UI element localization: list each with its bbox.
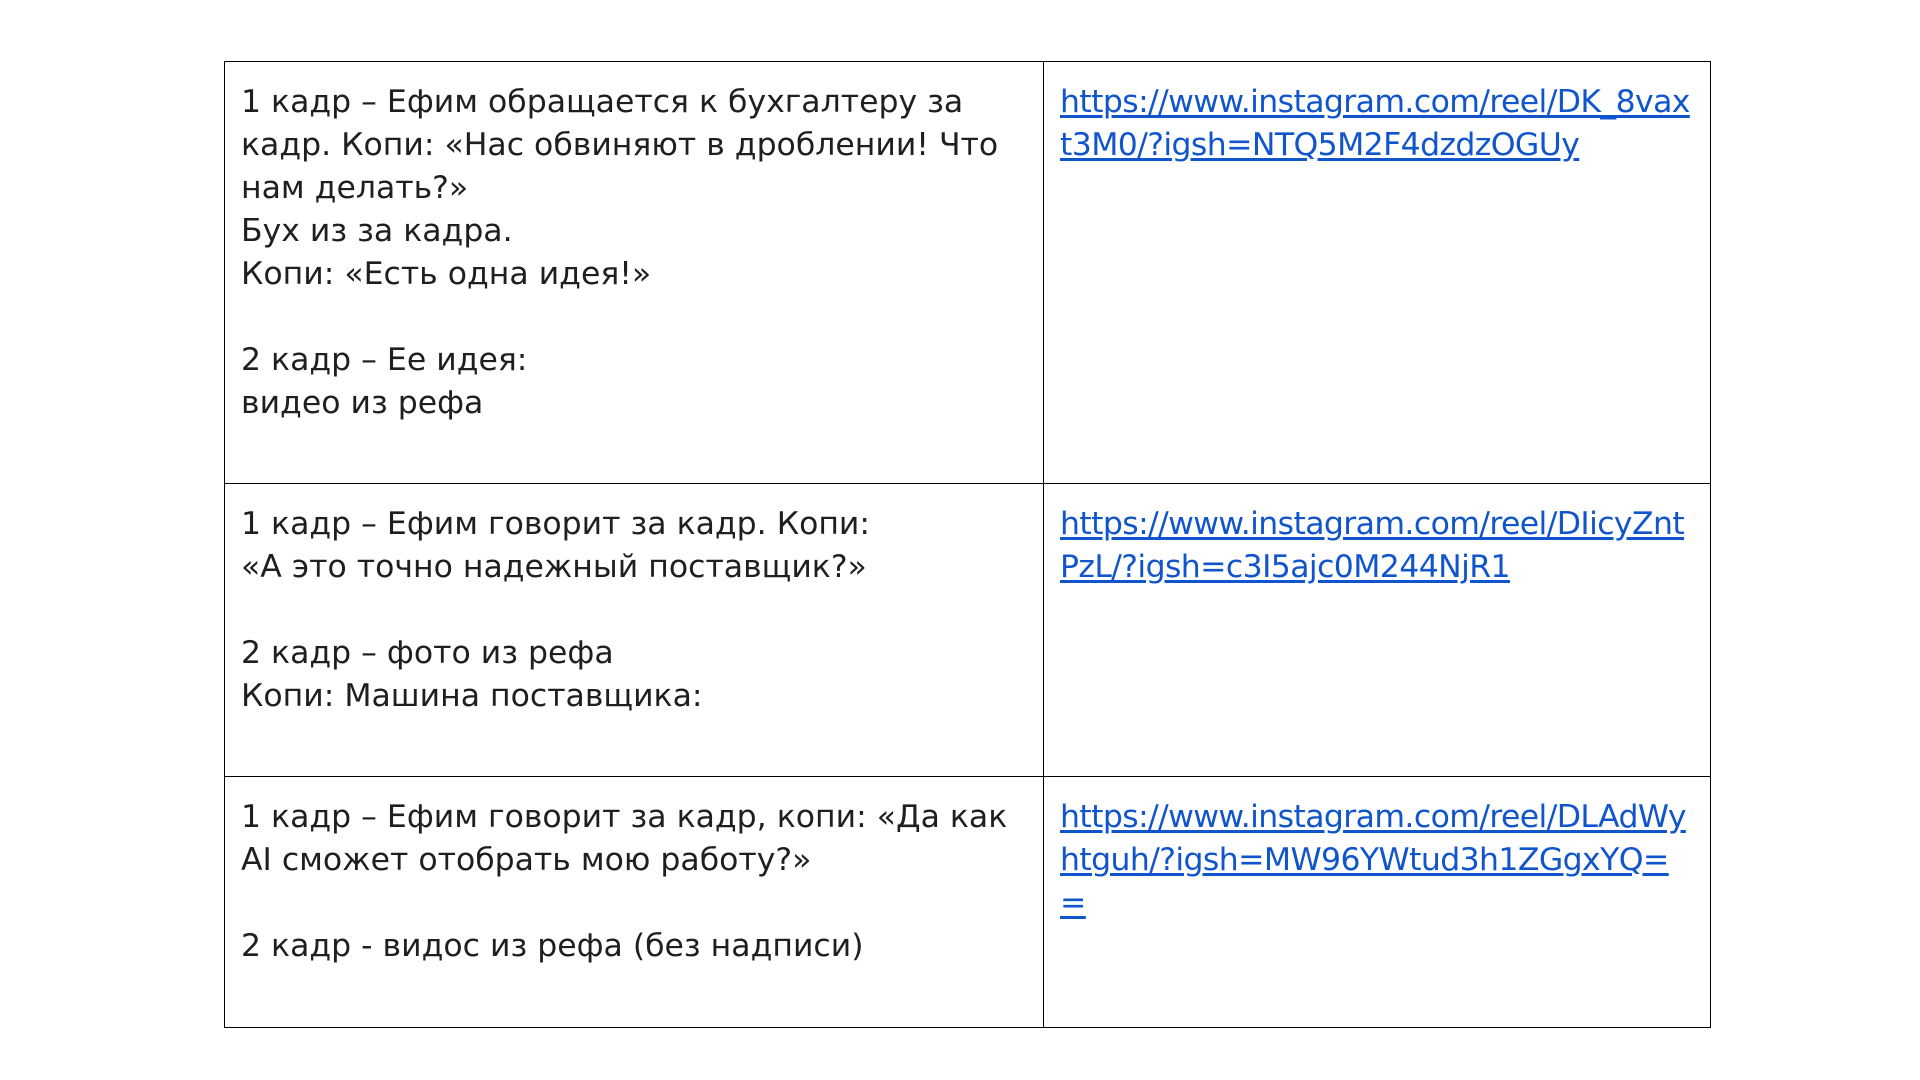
table-row — [225, 62, 1711, 484]
scene-description-cell — [225, 484, 1044, 777]
scene-line: Копи: «Есть одна идея!» — [241, 256, 652, 292]
scene-line: 2 кадр – фото из рефа — [241, 635, 614, 671]
reference-link[interactable]: https://www.instagram.com/reel/DIicyZntPzL/?igsh=c3I5ajc0M244NjR1 — [1060, 506, 1685, 585]
scene-line: 2 кадр - видос из рефа (без надписи) — [241, 928, 864, 964]
scene-line: видео из рефа — [241, 385, 484, 421]
table-row — [225, 777, 1711, 1028]
scene-line — [241, 296, 1027, 339]
scene-line: 1 кадр – Ефим говорит за кадр, копи: «Да как AI сможет отобрать мою работу?» — [241, 799, 1018, 878]
table-row — [225, 484, 1711, 777]
reference-link[interactable]: https://www.instagram.com/reel/DLAdWyhtguh/?igsh=MW96YWtud3h1ZGgxYQ== — [1060, 799, 1686, 921]
scene-line — [241, 589, 1027, 632]
reference-link[interactable]: https://www.instagram.com/reel/DK_8vaxt3M0/?igsh=NTQ5M2F4dzdzOGUy — [1060, 84, 1690, 163]
scene-line: «А это точно надежный поставщик?» — [241, 549, 867, 585]
scene-line: Копи: Машина поставщика: — [241, 678, 703, 714]
reference-link-cell — [1044, 777, 1711, 1028]
reference-link-cell — [1044, 484, 1711, 777]
script-table — [224, 61, 1711, 1028]
reference-link-cell — [1044, 62, 1711, 484]
scene-line: 1 кадр – Ефим обращается к бухгалтеру за кадр. Копи: «Нас обвиняют в дроблении! Что нам делать?» — [241, 84, 1009, 206]
scene-description-cell — [225, 62, 1044, 484]
scene-line: Бух из за кадра. — [241, 213, 513, 249]
scene-line: 2 кадр – Ее идея: — [241, 342, 528, 378]
scene-line — [241, 882, 1027, 925]
scene-line: 1 кадр – Ефим говорит за кадр. Копи: — [241, 506, 871, 542]
scene-description-cell — [225, 777, 1044, 1028]
